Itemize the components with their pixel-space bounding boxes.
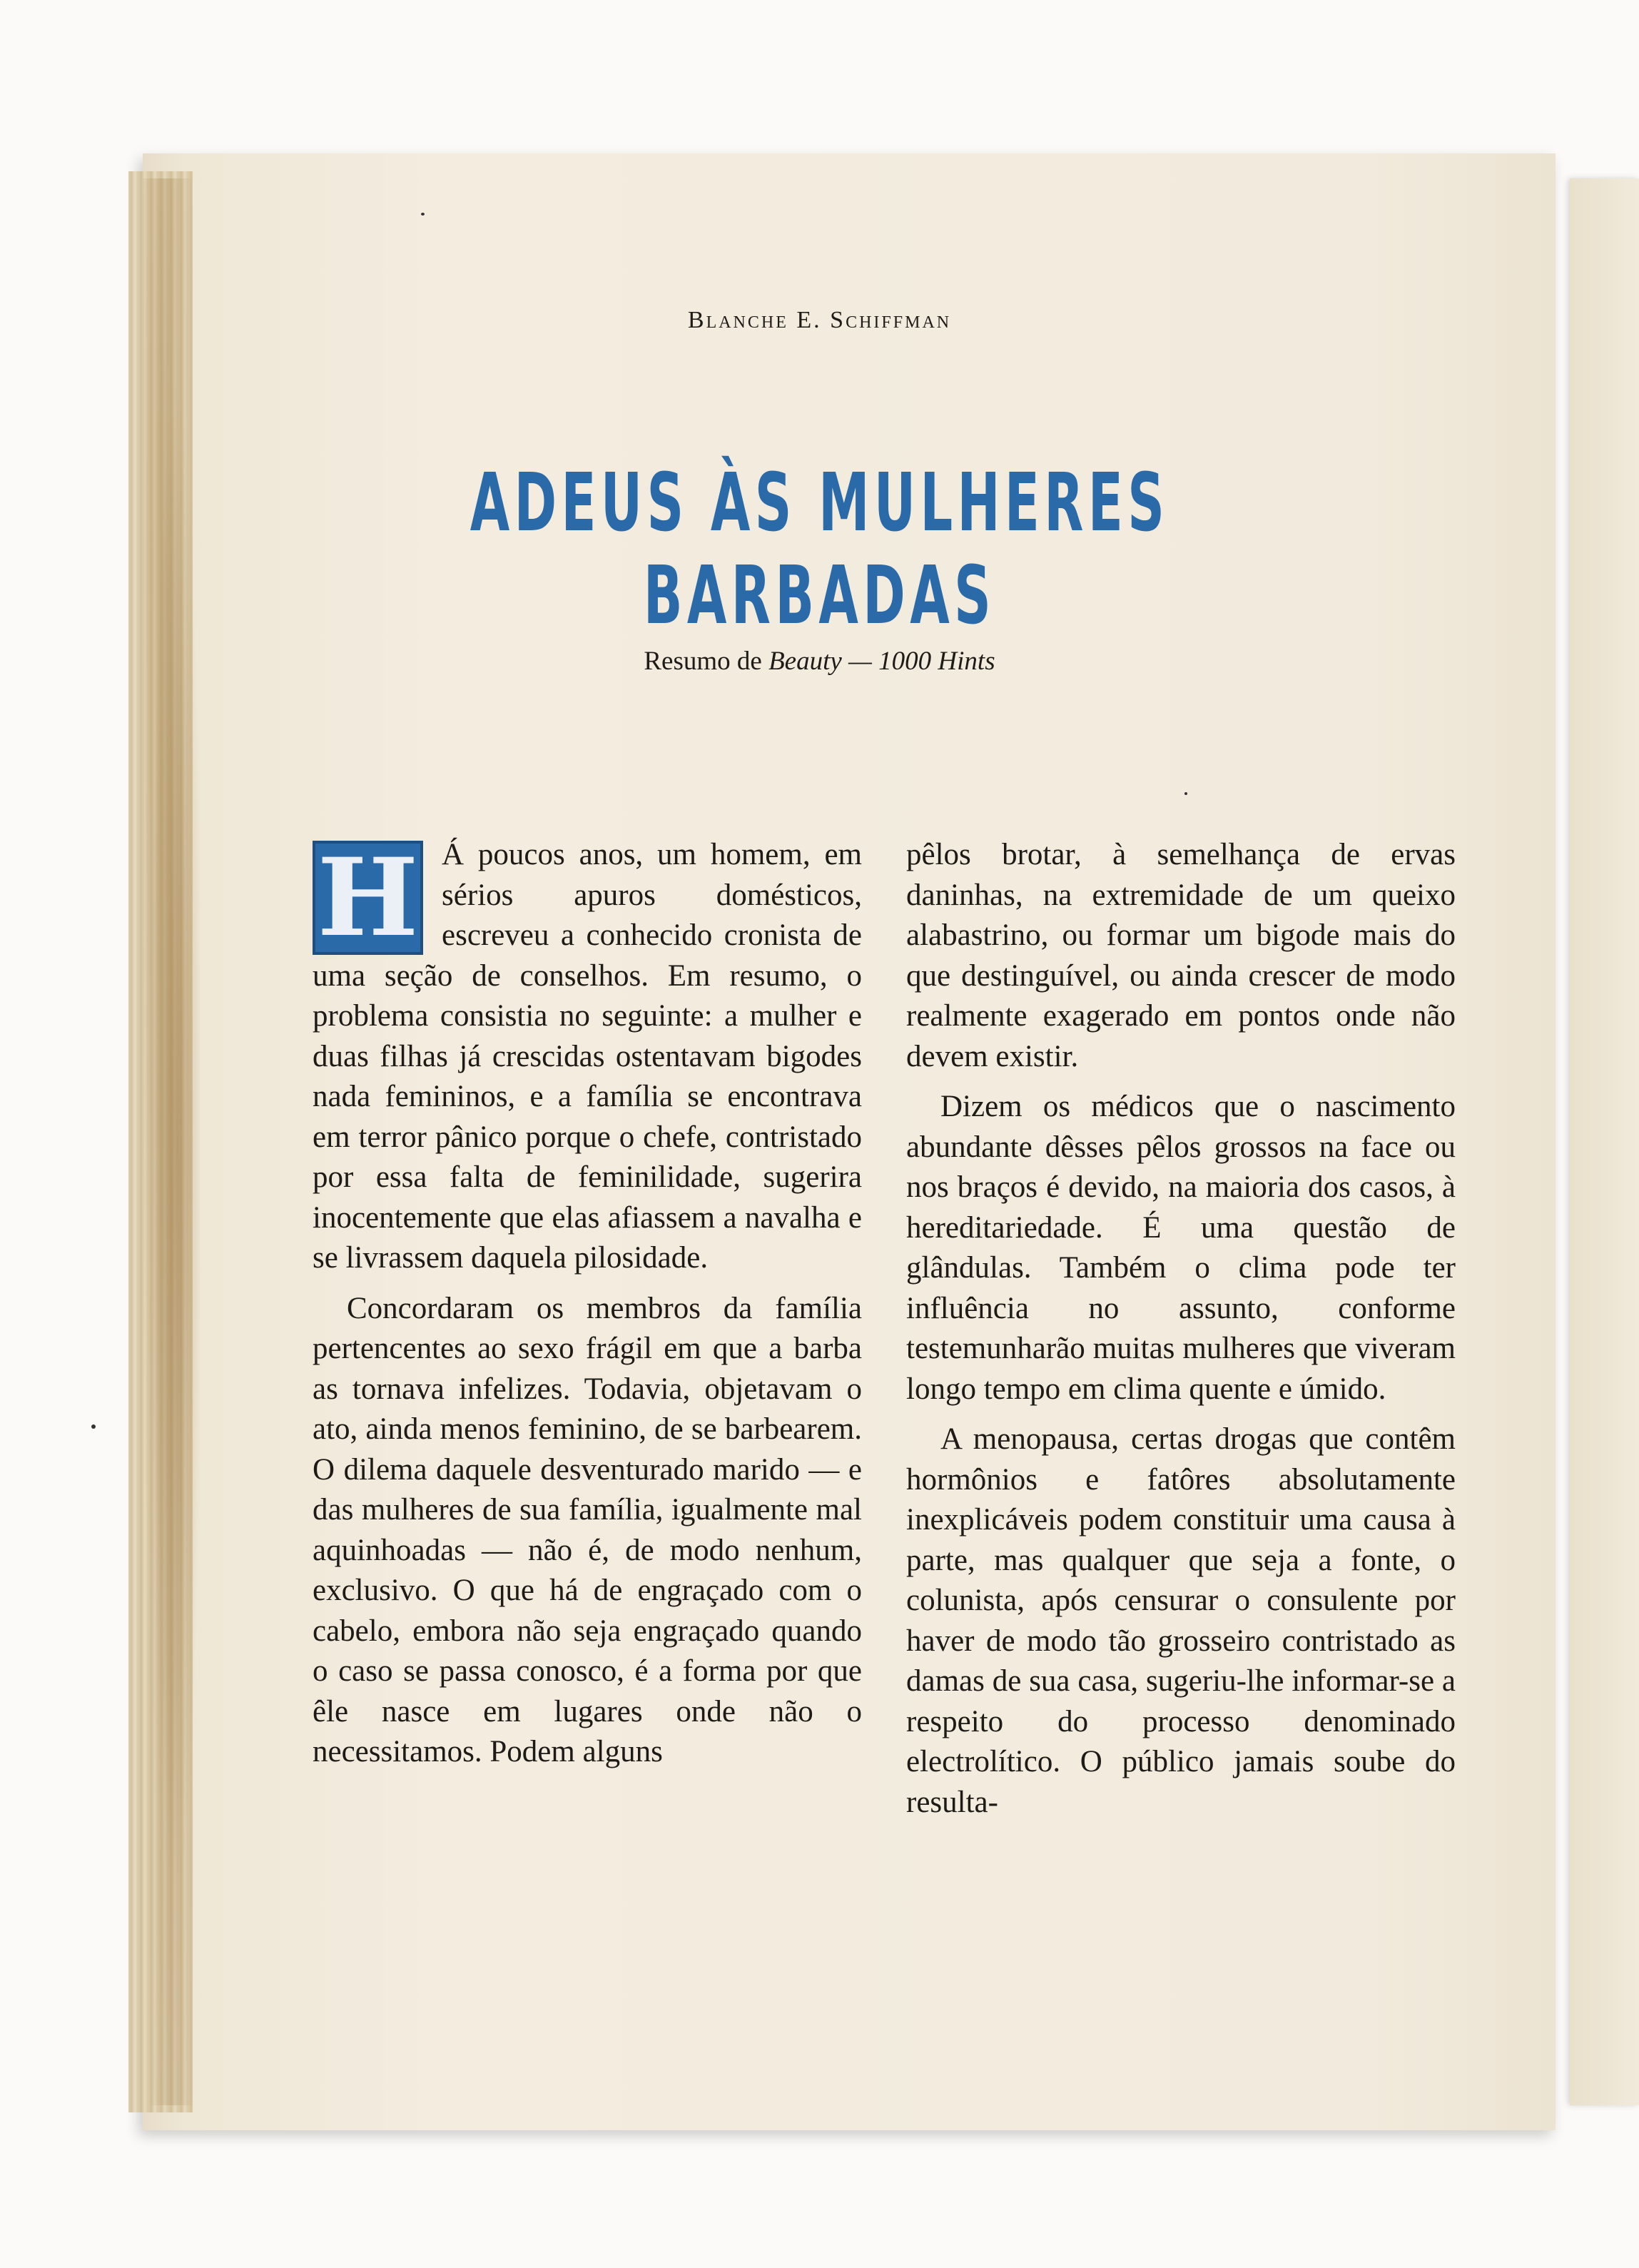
next-page-edge xyxy=(1570,178,1639,2105)
paragraph: Concordaram os membros da família pertencentes ao sexo frágil em que a barba as tornava infelizes. Todavia, objetavam o ato, ainda menos feminino, de se barbearem. O dilema daquele desventurado marido — e das mulheres de sua família, igualmente mal aquinhoadas — não é, de modo nenhum, exclusivo. O que há de engraçado com o cabelo, embora não seja engraçado quando o caso se passa conosco, é a forma por que êle nasce em lugares onde não o necessitamos. Podem alguns xyxy=(313,1291,862,1768)
paragraph: A menopausa, certas drogas que contêm hormônios e fatôres absolutamente inexplicáveis podem constituir uma causa à parte, mas qualquer que seja a fonte, o colunista, após censurar o consulente por haver de modo tão grosseiro contristado as damas de sua casa, sugeriu-lhe informar-se a respeito do processo denominado electrolítico. O público jamais soube do resulta- xyxy=(906,1422,1456,1819)
paragraph: Dizem os médicos que o nascimento abundante dêsses pêlos grossos na face ou nos braços é devido, na maioria dos casos, à hereditariedade. É uma questão de glândulas. Também o clima pode ter influência no assunto, conforme testemunharão muitas mulheres que viveram longo tempo em clima quente e úmido. xyxy=(906,1090,1456,1406)
left-column xyxy=(313,835,862,1773)
article-title: ADEUS ÀS MULHERES BARBADAS xyxy=(470,457,1169,642)
right-column xyxy=(906,835,1456,1823)
author-name: Blanche E. Schiffman xyxy=(687,307,952,333)
ink-speck xyxy=(91,1424,96,1429)
ink-speck xyxy=(421,213,425,216)
ink-speck xyxy=(1184,792,1187,795)
article-subtitle xyxy=(0,646,1639,677)
aged-stain xyxy=(143,178,200,2105)
subtitle-prefix: Resumo de xyxy=(644,647,769,676)
paragraph: Á poucos anos, um homem, em sérios apuros domésticos, escreveu a conhecido cronista de uma seção de conselhos. Em resumo, o problema consistia no seguinte: a mulher e duas filhas já crescidas ostentavam bigodes nada femininos, e a família se encontrava em terror pânico porque o chefe, contristado por essa falta de feminilidade, sugerira inocentemente que elas afiassem a navalha e se livrassem daquela pilosidade. xyxy=(313,838,862,1275)
paragraph: pêlos brotar, à semelhança de ervas daninhas, na extremidade de um queixo alabastrino, ou formar um bigode mais do que destinguível, ou ainda crescer de modo realmente exagerado em pontos onde não devem existir. xyxy=(906,838,1456,1073)
subtitle-source: Beauty — 1000 Hints xyxy=(768,647,995,676)
drop-cap: H xyxy=(313,841,423,955)
